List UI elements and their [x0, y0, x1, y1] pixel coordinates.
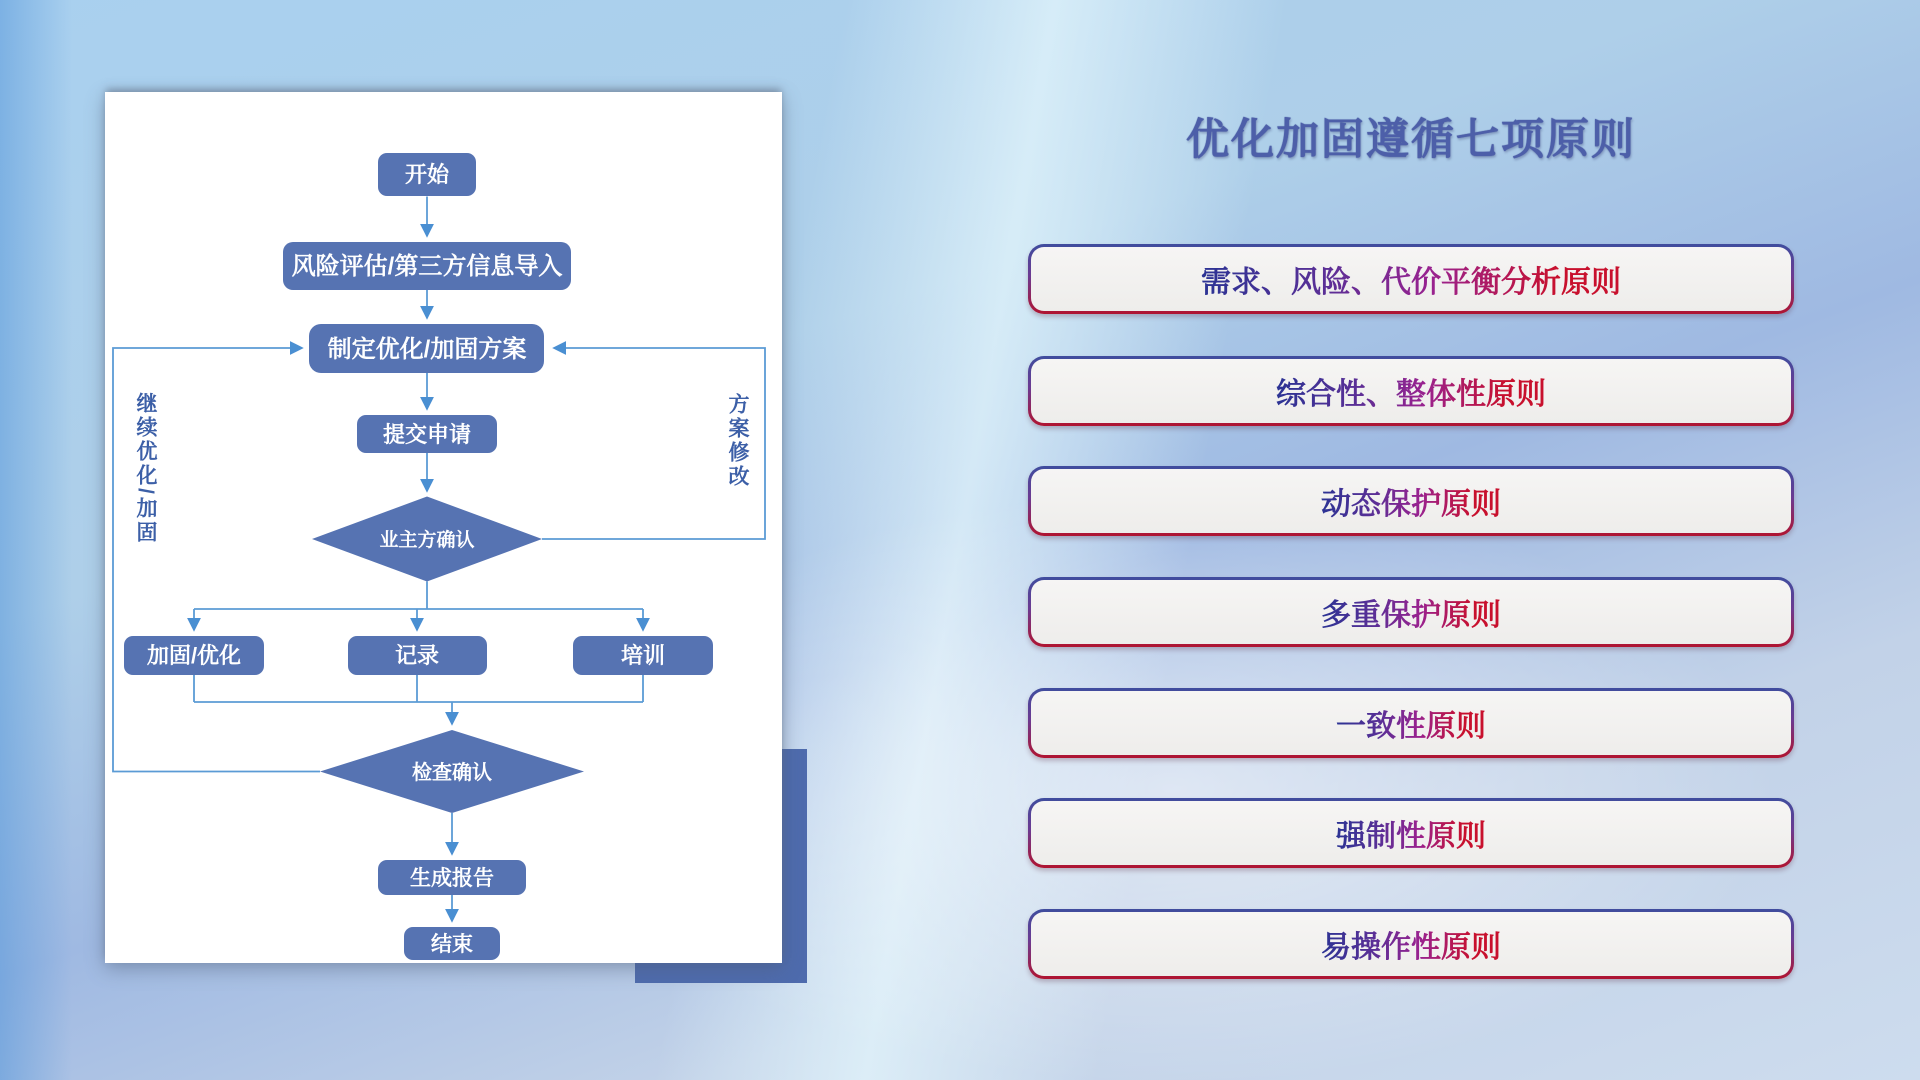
flow-node-reinforce-label: 加固/优化 — [146, 643, 242, 668]
principle-item-1-label: 需求、风险、代价平衡分析原则 — [1201, 257, 1621, 301]
principle-item-7 — [1028, 909, 1794, 979]
principle-item-6-body — [1031, 801, 1791, 865]
flow-node-check-confirm-label: 检查确认 — [412, 762, 492, 784]
principle-item-5-body — [1031, 691, 1791, 755]
flowchart — [105, 92, 782, 963]
flow-node-training-label: 培训 — [620, 643, 666, 668]
principle-item-5-label: 一致性原则 — [1336, 701, 1486, 745]
principle-item-4-body — [1031, 580, 1791, 644]
principle-item-7-label: 易操作性原则 — [1321, 922, 1501, 966]
flow-node-risk-label: 风险评估/第三方信息导入 — [291, 253, 563, 280]
principle-item-3 — [1028, 466, 1794, 536]
flow-node-record-label: 记录 — [394, 643, 440, 668]
principle-item-3-label: 动态保护原则 — [1321, 479, 1501, 523]
flow-node-submit-label: 提交申请 — [382, 422, 472, 447]
flow-node-end-label: 结束 — [431, 933, 473, 956]
principle-item-1 — [1028, 244, 1794, 314]
principle-item-6 — [1028, 798, 1794, 868]
principle-item-7-body — [1031, 912, 1791, 976]
loop-label-continue-optimize: 继续优化/加固 — [134, 392, 157, 545]
principle-item-6-label: 强制性原则 — [1336, 811, 1486, 855]
principle-item-2-label: 综合性、整体性原则 — [1276, 369, 1546, 413]
page-title: 优化加固遵循七项原则 — [1186, 116, 1636, 164]
flow-node-plan-label: 制定优化/加固方案 — [327, 336, 527, 363]
principle-item-1-body — [1031, 247, 1791, 311]
loop-label-plan-revise: 方案修改 — [726, 393, 749, 489]
principle-item-4 — [1028, 577, 1794, 647]
flow-node-start-label: 开始 — [404, 162, 450, 187]
flow-node-report-label: 生成报告 — [410, 867, 494, 890]
flow-nodes — [124, 153, 713, 960]
flowchart-card — [105, 92, 782, 963]
principle-item-3-body — [1031, 469, 1791, 533]
flow-node-owner-confirm-label: 业主方确认 — [379, 530, 475, 551]
principle-item-2 — [1028, 356, 1794, 426]
principle-item-5 — [1028, 688, 1794, 758]
principle-item-2-body — [1031, 359, 1791, 423]
principle-item-4-label: 多重保护原则 — [1321, 590, 1501, 634]
